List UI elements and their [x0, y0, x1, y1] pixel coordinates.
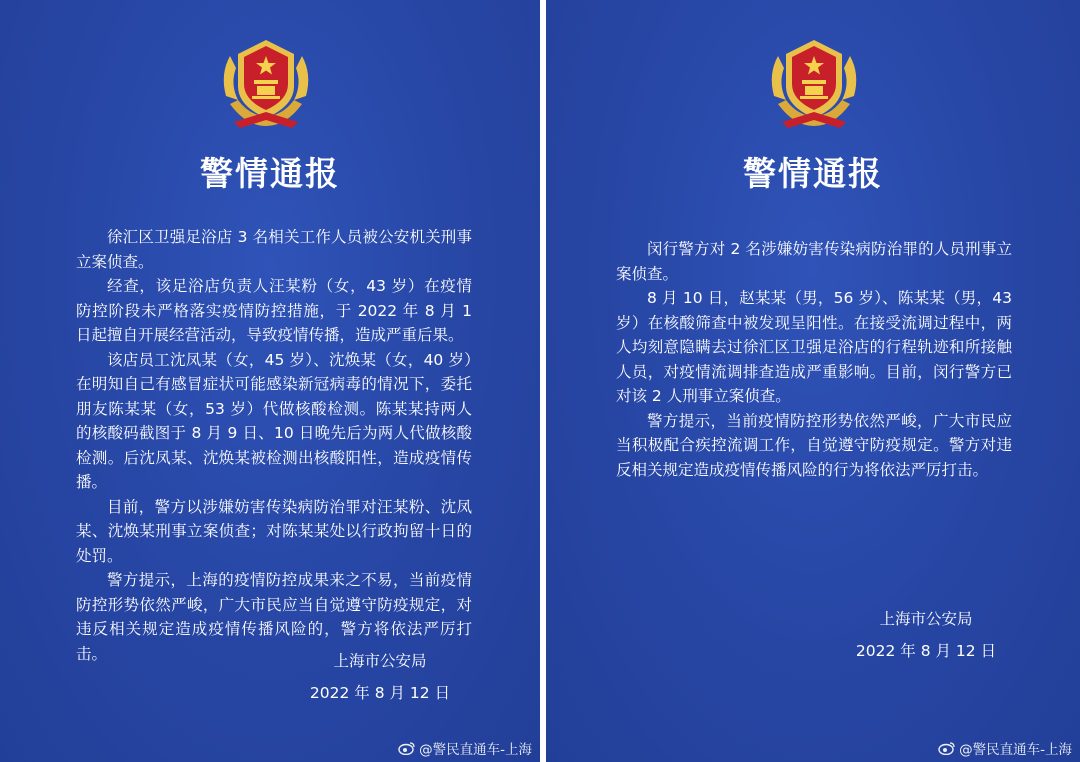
notice-title: 警情通报: [200, 154, 340, 193]
issue-date: 2022 年 8 月 12 日: [855, 642, 997, 660]
notice-title: 警情通报: [743, 154, 883, 193]
signature-block: [846, 606, 1006, 670]
watermark-text: @警民直通车-上海: [419, 742, 532, 758]
notice-paragraph: 经查，该足浴店负责人汪某粉（女，43 岁）在疫情防控阶段未严格落实疫情防控措施，于 2022 年 8 月 1 日起擅自开展经营活动，导致疫情传播，造成严重后果。: [76, 277, 472, 344]
notice-paragraph: 警方提示，当前疫情防控形势依然严峻，广大市民应当积极配合疾控流调工作，自觉遵守防疫规定。警方对违反相关规定造成疫情传播风险的行为将依法严厉打击。: [616, 411, 1012, 479]
police-emblem-icon: [764, 34, 864, 130]
notice-paragraph: 徐汇区卫强足浴店 3 名相关工作人员被公安机关刑事立案侦查。: [76, 228, 472, 271]
notice-paragraph: 目前，警方以涉嫌妨害传染病防治罪对汪某粉、沈凤某、沈焕某刑事立案侦查；对陈某某处以行政拘留十日的处罚。: [76, 497, 472, 565]
signature-block: [300, 648, 460, 712]
notice-paragraph: 8 月 10 日，赵某某（男，56 岁）、陈某某（男，43 岁）在核酸筛查中被发现呈阳性。在接受流调过程中，两人均刻意隐瞒去过徐汇区卫强足浴店的行程轨迹和所接触人员，对疫情流调排查造成严重影响。目前，闵行警方已对该 2 人刑事立案侦查。: [616, 289, 1012, 405]
weibo-watermark: [938, 738, 1072, 758]
notice-paragraph: 该店员工沈凤某（女，45 岁）、沈焕某（女，40 岁）在明知自己有感冒症状可能感染新冠病毒的情况下，委托朋友陈某某（女，53 岁）代做核酸检测。陈某某持两人的核酸码截图于 8 月 9 日、10 日晚先后为两人代做核酸检测。后沈凤某、沈焕某被检测出核酸阳性，造成疫情传播。: [76, 350, 472, 491]
issuer-name: 上海市公安局: [333, 652, 427, 670]
issuer-name: 上海市公安局: [879, 610, 973, 628]
weibo-icon: [938, 741, 956, 755]
weibo-watermark: [398, 738, 532, 758]
police-emblem-icon: [216, 34, 316, 130]
notice-panel-right: [546, 0, 1080, 762]
weibo-icon: [398, 741, 416, 755]
notice-body: [76, 225, 472, 666]
notice-body: [616, 237, 1012, 482]
issue-date: 2022 年 8 月 12 日: [309, 684, 451, 702]
watermark-text: @警民直通车-上海: [959, 742, 1072, 758]
notice-paragraph: 闵行警方对 2 名涉嫌妨害传染病防治罪的人员刑事立案侦查。: [616, 240, 1012, 283]
notice-paragraph: 警方提示，上海的疫情防控成果来之不易，当前疫情防控形势依然严峻，广大市民应当自觉遵守防疫规定，对违反相关规定造成疫情传播风险的，警方将依法严厉打击。: [76, 571, 472, 663]
